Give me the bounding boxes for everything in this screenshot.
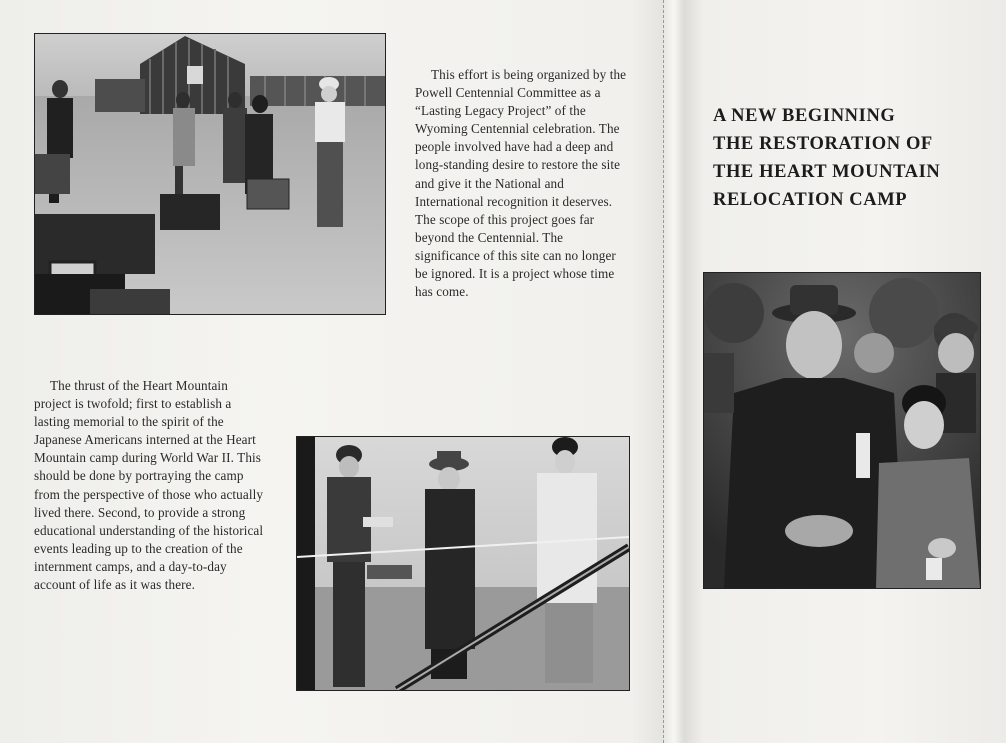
camp-arrival-photo xyxy=(34,33,386,315)
elder-and-child-photo xyxy=(703,272,981,589)
perforated-fold-line xyxy=(663,0,664,743)
page-heading xyxy=(713,102,993,214)
heading-line: THE RESTORATION OF xyxy=(713,134,933,154)
heading-line: A NEW BEGINNING xyxy=(713,106,896,126)
thrust-paragraph-text: The thrust of the Heart Mountain project is twofold; first to establish a lasting memorial to the spirit of the Japanese Americans interned at the Heart Mountain camp during World War II. This should be done by portraying the camp from the perspective of those who actually lived there. Second, to provide a strong educational understanding of the historical events leading up to the creation of the internment camps, and a day-to-day account of life as it was there. xyxy=(34,378,264,593)
heading-line: THE HEART MOUNTAIN xyxy=(713,162,941,182)
fold-gap xyxy=(664,0,684,743)
heading-line: RELOCATION CAMP xyxy=(713,190,908,210)
organized-paragraph xyxy=(415,66,630,301)
organized-paragraph-text: This effort is being organized by the Powell Centennial Committee as a “Lasting Legacy Project” of the Wyoming Centennial celebration. The people involved have had a deep and long-standing desire to restore the site and give it the National and International recognition it deserves. The scope of this project goes far beyond the Centennial. The significance of this site can no longer be ignored. It is a project whose time has come. xyxy=(415,67,627,300)
thrust-paragraph xyxy=(34,377,264,594)
ribbon-cutting-photo xyxy=(296,436,630,691)
